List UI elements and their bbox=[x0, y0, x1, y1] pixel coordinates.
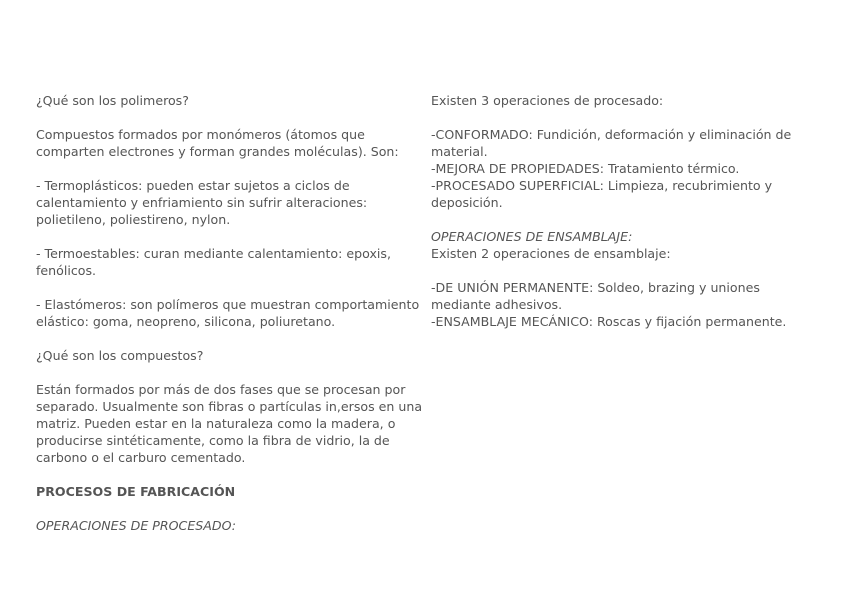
polymers-definition: Compuestos formados por monómeros (átomos que comparten electrones y forman grandes moléculas). Son: bbox=[36, 127, 399, 159]
question-polymers: ¿Qué son los polimeros? bbox=[36, 93, 189, 108]
thermoplastics-item: - Termoplásticos: pueden estar sujetos a ciclos de calentamiento y enfriamiento sin sufrir alteraciones: polietileno, poliestireno, nylon. bbox=[36, 178, 368, 227]
processing-list: -CONFORMADO: Fundición, deformación y eliminación de material. -MEJORA DE PROPIEDADES: Tratamiento térmico. -PROCESADO SUPERFICIAL: Limpieza, recubrimiento y deposición. bbox=[431, 127, 792, 210]
assembly-intro: Existen 2 operaciones de ensamblaje: bbox=[431, 246, 671, 261]
processing-operations-heading: OPERACIONES DE PROCESADO: bbox=[36, 518, 236, 533]
assembly-list: -DE UNIÓN PERMANENTE: Soldeo, brazing y uniones mediante adhesivos. -ENSAMBLAJE MECÁNICO: Roscas y fijación permanente. bbox=[431, 280, 787, 329]
thermosets-item: - Termoestables: curan mediante calentamiento: epoxis, fenólicos. bbox=[36, 246, 391, 278]
composites-definition: Están formados por más de dos fases que se procesan por separado. Usualmente son fibras o partículas in,ersos en una matriz. Pueden estar en la naturaleza como la madera, o producirse sintéticamente, como la fibra de vidrio, la de carbono o el carburo cementado. bbox=[36, 382, 423, 465]
processing-intro: Existen 3 operaciones de procesado: bbox=[431, 93, 664, 108]
left-column bbox=[36, 92, 426, 551]
elastomers-item: - Elastómeros: son polímeros que muestran comportamiento elástico: goma, neopreno, silicona, poliuretano. bbox=[36, 297, 420, 329]
right-column bbox=[431, 92, 816, 347]
manufacturing-heading: PROCESOS DE FABRICACIÓN bbox=[36, 484, 236, 499]
assembly-operations-heading: OPERACIONES DE ENSAMBLAJE: bbox=[431, 229, 633, 244]
question-composites: ¿Qué son los compuestos? bbox=[36, 348, 204, 363]
